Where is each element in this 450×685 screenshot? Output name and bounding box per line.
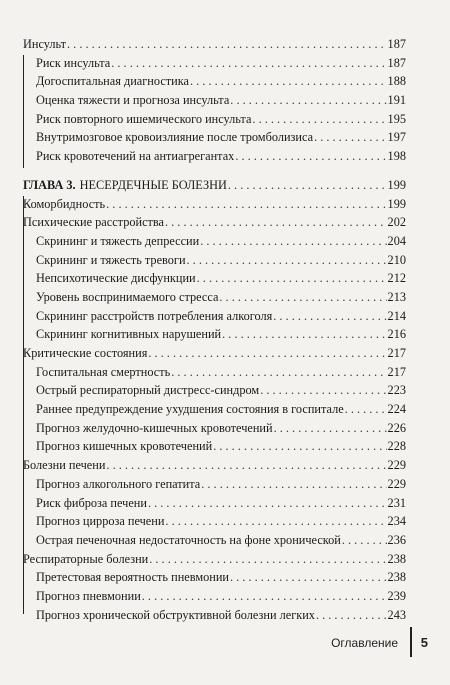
toc-page-number: 187 (387, 37, 406, 51)
toc-page-number: 199 (387, 177, 406, 192)
dot-leader (67, 37, 387, 52)
toc-subentry[interactable] (0, 570, 450, 589)
dot-leader (165, 215, 387, 230)
toc-entry-title: Острый респираторный дистресс-синдром (36, 383, 260, 398)
dot-leader (201, 477, 386, 492)
toc-entry-title: Скрининг когнитивных нарушений (36, 327, 222, 342)
table-of-contents (0, 37, 450, 626)
toc-section-liver[interactable] (0, 458, 450, 477)
toc-section-critical[interactable] (0, 346, 450, 365)
toc-page-number: 234 (387, 514, 406, 529)
toc-page-number: 198 (387, 149, 406, 164)
toc-subentry[interactable] (0, 327, 450, 346)
toc-entry-title: Прогноз хронической обструктивной болезни легких (36, 607, 315, 622)
toc-subentry[interactable] (0, 589, 450, 608)
dot-leader (197, 271, 387, 286)
dot-leader (345, 402, 387, 417)
toc-page-number: 191 (387, 93, 406, 108)
toc-entry-title: Болезни печени (23, 458, 106, 473)
toc-page-number: 224 (387, 402, 406, 417)
chapter-heading (23, 178, 227, 193)
dot-leader (230, 570, 387, 585)
toc-page-number: 212 (387, 271, 406, 286)
toc-subentry[interactable] (0, 533, 450, 552)
toc-entry-title: Риск фиброза печени (36, 495, 147, 510)
toc-subentry[interactable] (0, 309, 450, 328)
toc-entry-title: Критические состояния (23, 346, 148, 360)
dot-leader (200, 234, 386, 249)
toc-page-number: 231 (387, 495, 406, 510)
toc-subentry[interactable] (0, 271, 450, 290)
toc-subentry[interactable] (0, 365, 450, 384)
toc-entry-title: Прогноз кишечных кровотечений (36, 439, 213, 454)
toc-subentry[interactable] (0, 74, 450, 93)
toc-page-number: 238 (387, 570, 406, 585)
toc-page-number: 217 (387, 346, 406, 360)
toc-entry-title: Риск инсульта (36, 55, 111, 70)
dot-leader (219, 290, 386, 305)
toc-entry-title: Инсульт (23, 37, 67, 51)
toc-entry-title: Прогноз цирроза печени (36, 514, 165, 529)
chapter-title: НЕСЕРДЕЧНЫЕ БОЛЕЗНИ (79, 177, 227, 192)
toc-subentry[interactable] (0, 253, 450, 272)
toc-entry-title: Внутримозговое кровоизлияние после тромболизиса (36, 130, 314, 145)
toc-page-number: 214 (387, 308, 406, 323)
toc-entry-title: Прогноз пневмонии (36, 588, 141, 603)
toc-page-number: 204 (387, 233, 406, 248)
toc-subentry[interactable] (0, 402, 450, 421)
toc-page-number: 229 (387, 458, 406, 473)
toc-subentry[interactable] (0, 514, 450, 533)
toc-page-number: 202 (387, 215, 406, 230)
toc-page-number: 217 (387, 364, 406, 379)
page-footer (0, 627, 450, 657)
toc-page-number: 199 (387, 196, 406, 211)
dot-leader (274, 421, 387, 436)
toc-subentry[interactable] (0, 112, 450, 131)
toc-subentry[interactable] (0, 608, 450, 627)
toc-subentry[interactable] (0, 130, 450, 149)
toc-page-number: 243 (387, 607, 406, 622)
toc-page-number: 239 (387, 588, 406, 603)
toc-section-stroke[interactable] (0, 37, 450, 56)
toc-entry-title: Догоспитальная диагностика (36, 74, 189, 89)
toc-page-number: 226 (387, 420, 406, 435)
toc-subentry[interactable] (0, 477, 450, 496)
toc-entry-title: Скрининг расстройств потребления алкоголя (36, 308, 273, 323)
dot-leader (190, 74, 387, 89)
dot-leader (148, 346, 386, 361)
dot-leader (230, 93, 386, 108)
toc-entry-title: Скрининг и тяжесть тревоги (36, 252, 186, 267)
dot-leader (213, 439, 386, 454)
toc-subentry[interactable] (0, 496, 450, 515)
dot-leader (149, 552, 386, 567)
toc-entry-title: Скрининг и тяжесть депрессии (36, 233, 200, 248)
toc-entry-title: Психические расстройства (23, 215, 164, 230)
toc-subentry[interactable] (0, 421, 450, 440)
toc-entry-title: Оценка тяжести и прогноза инсульта (36, 93, 230, 108)
toc-section-comorbidity[interactable] (0, 197, 450, 216)
toc-page-number: 236 (387, 532, 406, 547)
toc-entry-title: Острая печеночная недостаточность на фоне хронической (36, 532, 341, 547)
toc-entry-title: Риск кровотечений на антиагрегантах (36, 149, 235, 164)
chapter-label: ГЛАВА 3. (23, 177, 76, 192)
dot-leader (171, 365, 386, 380)
toc-entry-title: Риск повторного ишемического инсульта (36, 111, 252, 126)
toc-chapter-3[interactable] (0, 178, 450, 197)
toc-subentry[interactable] (0, 439, 450, 458)
section-rule (23, 196, 24, 614)
toc-subentry[interactable] (0, 383, 450, 402)
toc-section-psychiatric[interactable] (0, 215, 450, 234)
dot-leader (342, 533, 387, 548)
toc-page-number: 210 (387, 252, 406, 267)
dot-leader (228, 178, 387, 193)
toc-entry-title: Раннее предупреждение ухудшения состояния в госпитале (36, 402, 344, 417)
toc-subentry[interactable] (0, 234, 450, 253)
toc-page-number: 229 (387, 476, 406, 491)
toc-page-number: 213 (387, 289, 406, 304)
toc-entry-title: Претестовая вероятность пневмонии (36, 570, 229, 585)
toc-entry-title: Прогноз желудочно-кишечных кровотечений (36, 420, 273, 435)
dot-leader (106, 197, 386, 212)
toc-page-number: 228 (387, 439, 406, 454)
dot-leader (252, 112, 386, 127)
toc-page-number: 195 (387, 111, 406, 126)
toc-page-number: 188 (387, 74, 406, 89)
dot-leader (316, 608, 387, 623)
footer-separator (410, 627, 412, 657)
toc-subentry[interactable] (0, 149, 450, 168)
dot-leader (235, 149, 386, 164)
dot-leader (273, 309, 386, 324)
toc-page-number: 197 (387, 130, 406, 145)
toc-page-number: 238 (387, 551, 406, 566)
toc-page-number: 223 (387, 383, 406, 398)
toc-section-respiratory[interactable] (0, 552, 450, 571)
dot-leader (260, 383, 386, 398)
toc-entry-title: Респираторные болезни (23, 551, 149, 566)
footer-section-label: Оглавление (331, 636, 398, 650)
toc-subentry[interactable] (0, 56, 450, 75)
dot-leader (106, 458, 386, 473)
dot-leader (148, 496, 387, 511)
toc-page-number: 216 (387, 327, 406, 342)
dot-leader (187, 253, 387, 268)
toc-subentry[interactable] (0, 93, 450, 112)
toc-entry-title: Коморбидность (23, 196, 106, 211)
toc-entry-title: Уровень воспринимаемого стресса (36, 289, 219, 304)
section-rule (23, 55, 24, 168)
toc-entry-title: Непсихотические дисфункции (36, 271, 196, 286)
toc-page-number: 187 (387, 55, 406, 70)
toc-subentry[interactable] (0, 290, 450, 309)
dot-leader (142, 589, 387, 604)
dot-leader (222, 327, 386, 342)
dot-leader (165, 514, 386, 529)
dot-leader (111, 56, 386, 71)
dot-leader (314, 130, 386, 145)
footer-page-number: 5 (420, 635, 428, 650)
toc-entry-title: Госпитальная смертность (36, 364, 171, 379)
toc-entry-title: Прогноз алкогольного гепатита (36, 476, 201, 491)
